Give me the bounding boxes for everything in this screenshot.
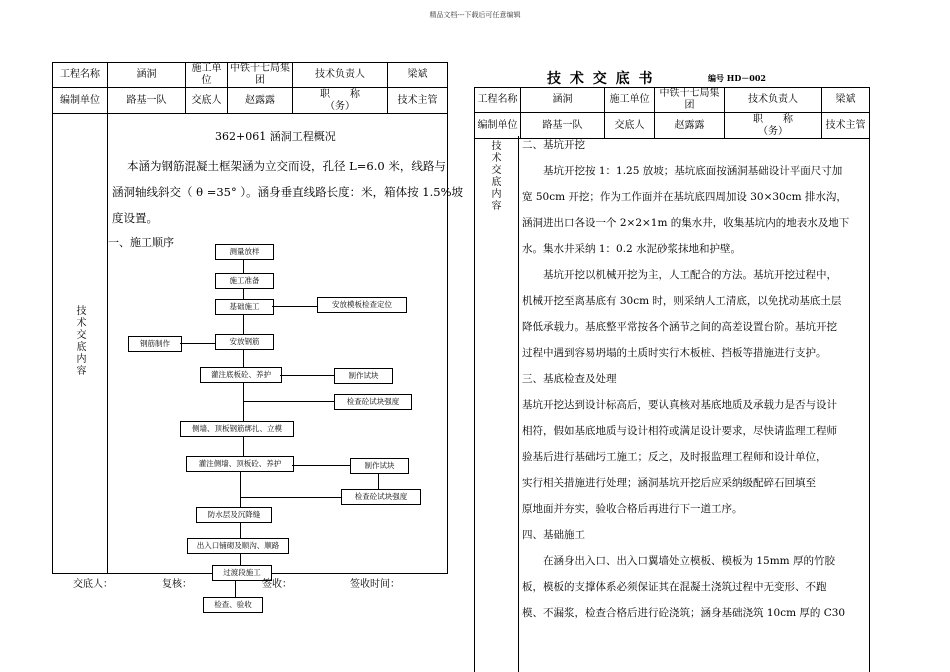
flow-step-transition: 过渡段施工 [212,565,272,581]
flow-step-wall-pour: 灌注侧墙、顶板砼、养护 [186,456,294,472]
left-side-divider [107,113,108,573]
flow-side-strength-check-2: 检查砼试块强度 [341,489,421,505]
footer-handover: 交底人： [73,579,113,590]
construction-unit-label: 施工单位 [186,63,228,88]
flow-link-strength-1 [243,401,334,402]
right-line-8: 过程中遇到容易坍塌的土质时实行木板桩、挡板等措施进行支护。 [522,347,827,359]
flow-link-test-2 [292,465,350,466]
footer-receive: 签收： [262,579,292,590]
right-line-12: 验基后进行基础圬工施工；反之，及时报监理工程师和设计单位， [522,451,827,463]
right-line-13: 实行相关措施进行处理；涵洞基坑开挖后应采纳级配碎石回填至 [522,477,816,489]
right-line-16: 在涵身出入口、出入口翼墙处立模板、模板为 15mm 厚的竹胶 [522,555,835,567]
r-construction-unit: 中铁十七局集团 [655,88,725,113]
position: 技术主管 [388,88,448,114]
flow-side-rebar-make: 钢筋制作 [128,336,182,352]
flow-side-formwork-check: 安放模板检查定位 [317,297,407,313]
flow-step-foundation: 基础施工 [215,299,274,315]
prepared-by: 路基一队 [108,88,186,114]
flow-side-test-block-1: 制作试块 [334,368,393,384]
flow-step-rebar: 安放钢筋 [215,334,274,350]
r-handover-label: 交底人 [605,113,655,139]
flow-step-bottom-slab: 灌注底板砼、养护 [200,367,282,383]
flow-spine-6 [243,437,244,456]
flow-step-entrance: 出入口铺砌及顺沟、顺路 [187,538,289,554]
right-body [522,132,868,626]
flow-side-strength-check-1: 检查砼试块强度 [334,394,412,410]
right-line-14: 原地面并夯实，验收合格后再进行下一道工序。 [522,503,743,515]
flow-spine-9 [240,554,241,565]
flow-spine-1 [243,260,244,273]
right-line-3: 涵洞进出口各设一个 2×2×1m 的集水井，收集基坑内的地表水及地下 [522,217,850,229]
left-header-table [52,62,448,114]
doc-title: 技 术 交 底 书 [547,71,655,87]
right-line-4: 水。集水井采纳 1：0.2 水泥砂浆抹地和护壁。 [522,243,742,255]
construction-unit: 中铁十七局集团 [228,63,293,88]
flow-link-formwork [272,306,317,307]
r-prepared-by-label: 编制单位 [475,113,521,139]
flow-spine-5 [243,383,244,421]
right-side-divider [518,136,519,672]
section-construction-order: 一、施工顺序 [108,236,174,249]
flow-spine-4 [243,350,244,367]
r-project-name-label: 工程名称 [475,88,521,113]
r-prepared-by: 路基一队 [521,113,605,139]
flow-link-rebar-make [180,343,215,344]
doc-number: 编号 HD－002 [708,73,766,83]
right-line-11: 相符，假如基底地质与设计相符或满足设计要求，尽快请监理工程师 [522,425,837,437]
tech-lead: 梁斌 [388,63,448,88]
flow-link-strength-2 [240,497,341,498]
flow-side-test-block-2: 制作试块 [350,458,409,474]
r-position-label-line2: （务） [758,125,788,137]
flow-step-wall-rebar: 侧墙、顶板钢筋绑扎、立模 [180,421,294,437]
position-label-line1: 职 称 [320,88,360,100]
right-line-1: 基坑开挖按 1：1.25 放坡；基坑底面按涵洞基础设计平面尺寸加 [522,165,843,177]
handover-label: 交底人 [186,88,228,114]
r-project-name: 涵洞 [521,88,605,113]
flow-step-inspect: 检查、验收 [203,597,263,613]
flow-spine-2 [243,289,244,299]
right-line-9: 三、基底检查及处理 [522,373,617,385]
overview-title: 362+061 涵洞工程概况 [215,130,336,143]
r-construction-unit-label: 施工单位 [605,88,655,113]
flow-spine-8 [240,523,241,538]
r-position-label-line1: 职 称 [753,113,793,125]
right-line-7: 降低承载力。基底整平常按各个涵节之间的高差设置台阶。基坑开挖 [522,321,837,333]
flow-spine-7 [240,472,241,507]
position-label-line2: （务） [325,100,355,112]
top-note: 精品文档---下载后可任意编辑 [429,11,521,19]
right-line-5: 基坑开挖以机械开挖为主，人工配合的方法。基坑开挖过程中， [522,269,837,281]
position-label [293,88,388,114]
flow-feedback-vertical [300,306,301,307]
prepared-by-label: 编制单位 [53,88,108,114]
right-line-2: 宽 50cm 开挖；作为工作面并在基坑底四周加设 30×30cm 排水沟， [522,191,847,203]
right-line-17: 板，模板的支撑体系必须保证其在混凝土浇筑过程中无变形、不跑 [522,581,827,593]
footer-review: 复核： [162,579,192,590]
intro-line-1: 本涵为钢筋混凝土框架涵为立交而设，孔径 L=6.0 米，线路与 [127,159,446,173]
handover-person: 赵露露 [228,88,293,114]
right-line-15: 四、基础施工 [522,529,585,541]
flow-step-waterproof: 防水层及沉降缝 [196,507,272,523]
flow-spine-10 [235,581,236,597]
flow-step-prepare: 施工准备 [215,273,274,289]
flow-link-test-2-down [378,474,379,489]
r-handover-person: 赵露露 [655,113,725,139]
flow-link-test-1 [280,375,334,376]
right-line-6: 机械开挖至离基底有 30cm 时，则采纳人工清底，以免扰动基底土层 [522,295,842,307]
right-line-10: 基坑开挖达到设计标高后，要认真核对基底地质及承载力是否与设计 [522,399,837,411]
project-name: 涵洞 [108,63,186,88]
right-line-0: 二、基坑开挖 [522,139,585,151]
r-tech-lead: 梁斌 [822,88,870,113]
tech-lead-label: 技术负责人 [293,63,388,88]
flow-step-survey: 测量放样 [215,244,274,260]
right-side-label: 技术交底内容 [489,140,500,212]
project-name-label: 工程名称 [53,63,108,88]
intro-line-2: 涵洞轴线斜交（ θ =35° ）。涵身垂直线路长度：米，箱体按 1.5%坡 [112,185,464,199]
flow-spine-3 [243,315,244,334]
footer-receive-time: 签收时间： [350,579,400,590]
r-tech-lead-label: 技术负责人 [725,88,822,113]
intro-line-3: 度设置。 [112,211,158,225]
r-position: 技术主管 [822,113,870,139]
right-line-18: 模、不漏浆，检查合格后进行砼浇筑；涵身基础浇筑 10cm 厚的 C30 [522,607,846,619]
left-side-label: 技术交底内容 [74,305,85,377]
